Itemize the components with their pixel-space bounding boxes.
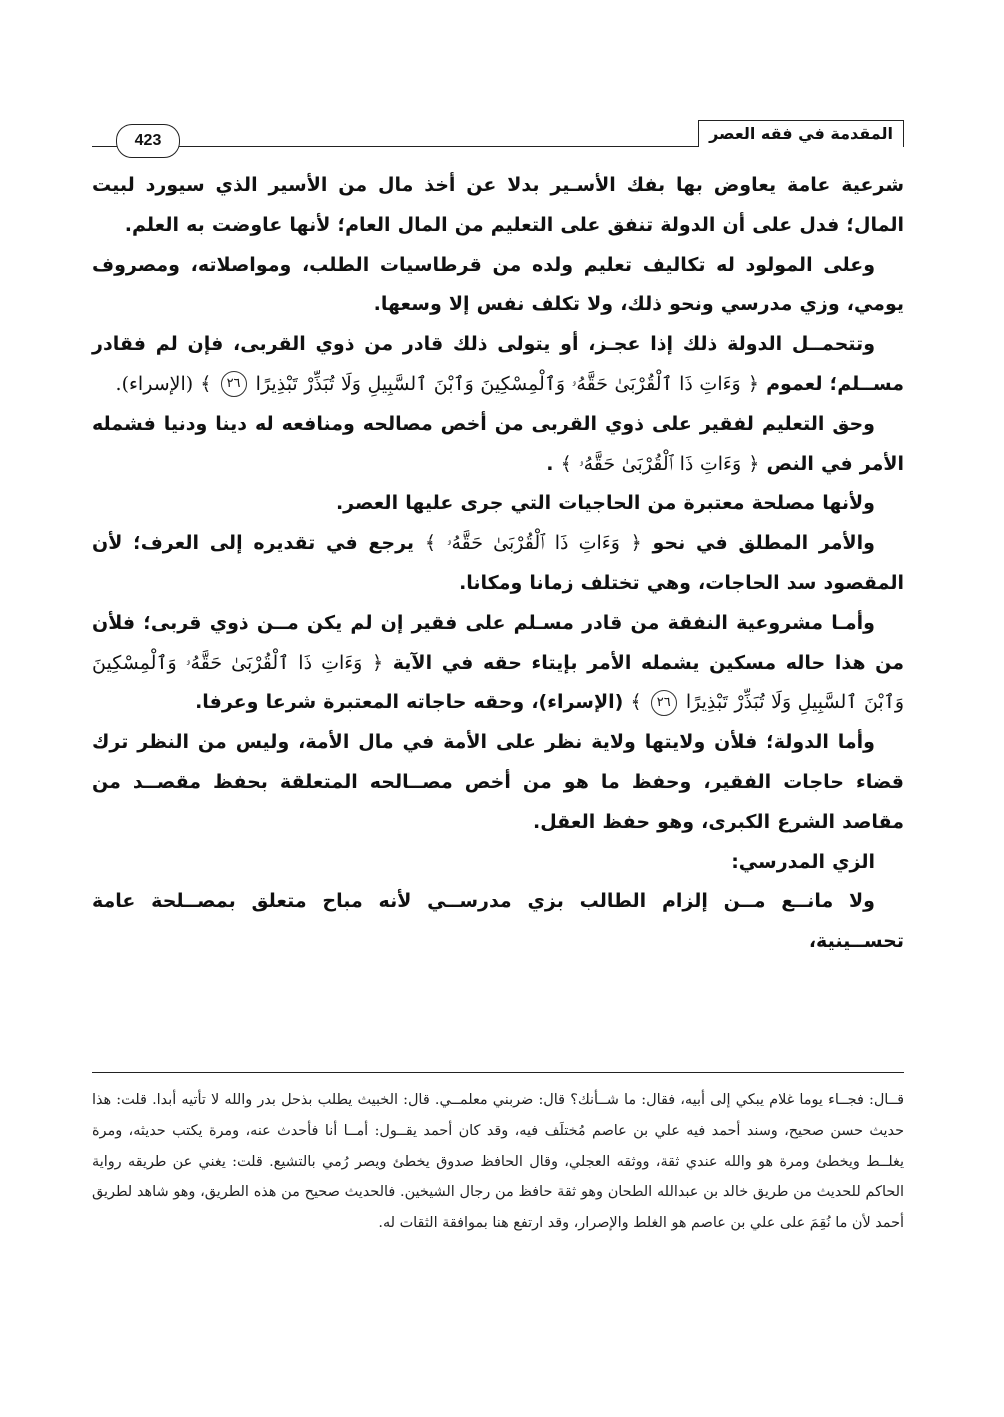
paragraph-9: ولا مانــع مــن إلزام الطالب بزي مدرســي لأنه مباح متعلق بمصــلحة عامة تحســينية،	[92, 890, 904, 953]
paragraph-7-after: (الإسراء)، وحقه حاجاته المعتبرة شرعا وعرفا.	[195, 691, 624, 714]
quran-verse: وَءَاتِ ذَا ٱلْقُرْبَىٰ حَقَّهُۥ	[578, 452, 742, 475]
quran-verse: وَءَاتِ ذَا ٱلْقُرْبَىٰ حَقَّهُۥ وَٱلْمِسْكِينَ وَٱبْنَ ٱلسَّبِيلِ وَلَا تُبَذِّرْ تَبْذِيرًا	[255, 372, 741, 395]
book-title: المقدمة في فقه العصر	[698, 120, 904, 147]
footnote	[92, 1085, 904, 1239]
paragraph-7-before: وأمـا مشروعية النفقة من قادر مسـلم على فقير إن لم يكن مــن ذوي قربى؛ فلأن من هذا حاله مسكين يشمله الأمر بإيتاء حقه في الآية	[92, 611, 904, 674]
paragraph-8: وأما الدولة؛ فلأن ولايتها ولاية نظر على الأمة في مال الأمة، وليس من النظر ترك قضاء حاجات الفقير، وحفظ ما هو من أخص مصــالحه المتعلقة بحفظ مقصــد من مقاصد الشرع الكبرى، وهو حفظ العقل.	[92, 731, 904, 833]
main-text	[92, 166, 904, 962]
page-number: 423	[116, 124, 180, 158]
paragraph-3-text: وتتحمــل الدولة ذلك إذا عجـز، أو يتولى ذلك قادر من ذوي القربى، فإن لم فقادر مســلم؛ لعموم	[92, 333, 904, 395]
ornate-close-bracket: ﴾	[200, 372, 212, 395]
verse-number-marker: ٢٦	[221, 371, 247, 397]
quran-verse: وَءَاتِ ذَا ٱلْقُرْبَىٰ حَقَّهُۥ	[446, 532, 620, 555]
page-header	[92, 118, 904, 152]
paragraph-7	[92, 604, 904, 723]
ornate-close-bracket: ﴾	[630, 691, 642, 714]
verse-source: (الإسراء).	[115, 372, 194, 395]
paragraph-4	[92, 405, 904, 485]
paragraph-5: ولأنها مصلحة معتبرة من الحاجيات التي جرى عليها العصر.	[335, 492, 875, 515]
ornate-open-bracket: ﴿	[747, 372, 759, 395]
paragraph-6-after: يرجع في تقديره إلى العرف؛ لأن المقصود سد الحاجات، وهي تختلف زمانا ومكانا.	[92, 532, 904, 594]
paragraph-4-text: وحق التعليم لفقير على ذوي القربى من أخص مصالحه ومنافعه له دينا ودنيا فشمله الأمر في النص	[92, 412, 904, 475]
quran-verse: وَءَاتِ ذَا ٱلْقُرْبَىٰ حَقَّهُۥ وَٱلْمِسْكِينَ وَٱبْنَ ٱلسَّبِيلِ وَلَا تُبَذِّرْ تَبْذِيرًا	[92, 651, 904, 714]
paragraph-2: وعلى المولود له تكاليف تعليم ولده من قرطاسيات الطلب، ومواصلاته، ومصروف يومي، وزي مدرسي ونحو ذلك، ولا تكلف نفس إلا وسعها.	[92, 253, 904, 316]
footnote-text: قــال: فجــاء يوما غلام يبكي إلى أبيه، فقال: ما شــأنك؟ قال: ضربني معلمــي. قال: الخبيث يطلب بذحل بدر والله لا تأتيه أبدا. قلت: هذا حديث حسن صحيح، وسند أحمد فيه علي بن عاصم مُختلَف فيه، وقد كان أحمد يقــول: أمــا أنا فأحدث عنه، ومرة يكتب حديثه، ومرة يغلــط ويخطئ ومرة هو والله عندي ثقة، ووثقه العجلي، وقال الحافظ صدوق يخطئ ويصر رُمي بالتشيع. قلت: يغني عن طريقه رواية الحاكم للحديث من طريق خالد بن عبدالله الطحان وهو ثقة حافظ من رجال الشيخين. فالحديث صحيح من هذه الطريق، وهو شاهد لطريق أحمد لأن ما نُقِمَ على علي بن عاصم هو الغلط والإصرار، وقد ارتفع هنا بموافقة الثقات له.	[92, 1092, 904, 1232]
ornate-open-bracket: ﴿	[748, 452, 760, 475]
ornate-open-bracket: ﴿	[372, 651, 384, 674]
verse-number-marker: ٢٦	[651, 690, 677, 716]
footnote-separator	[92, 1072, 904, 1073]
paragraph-6	[92, 524, 904, 604]
paragraph-4-end: .	[546, 452, 554, 475]
ornate-close-bracket: ﴾	[560, 452, 572, 475]
ornate-open-bracket: ﴿	[630, 532, 642, 555]
paragraph-3	[92, 325, 904, 405]
paragraph-6-before: والأمر المطلق في نحو	[652, 532, 875, 555]
section-heading: الزي المدرسي:	[731, 850, 875, 873]
paragraph-1: شرعية عامة يعاوض بها بفك الأسـير بدلا عن أخذ مال من الأسير الذي سيورد لبيت المال؛ فدل على أن الدولة تنفق على التعليم من المال العام؛ لأنها عاوضت به العلم.	[92, 174, 904, 236]
ornate-close-bracket: ﴾	[424, 532, 436, 555]
